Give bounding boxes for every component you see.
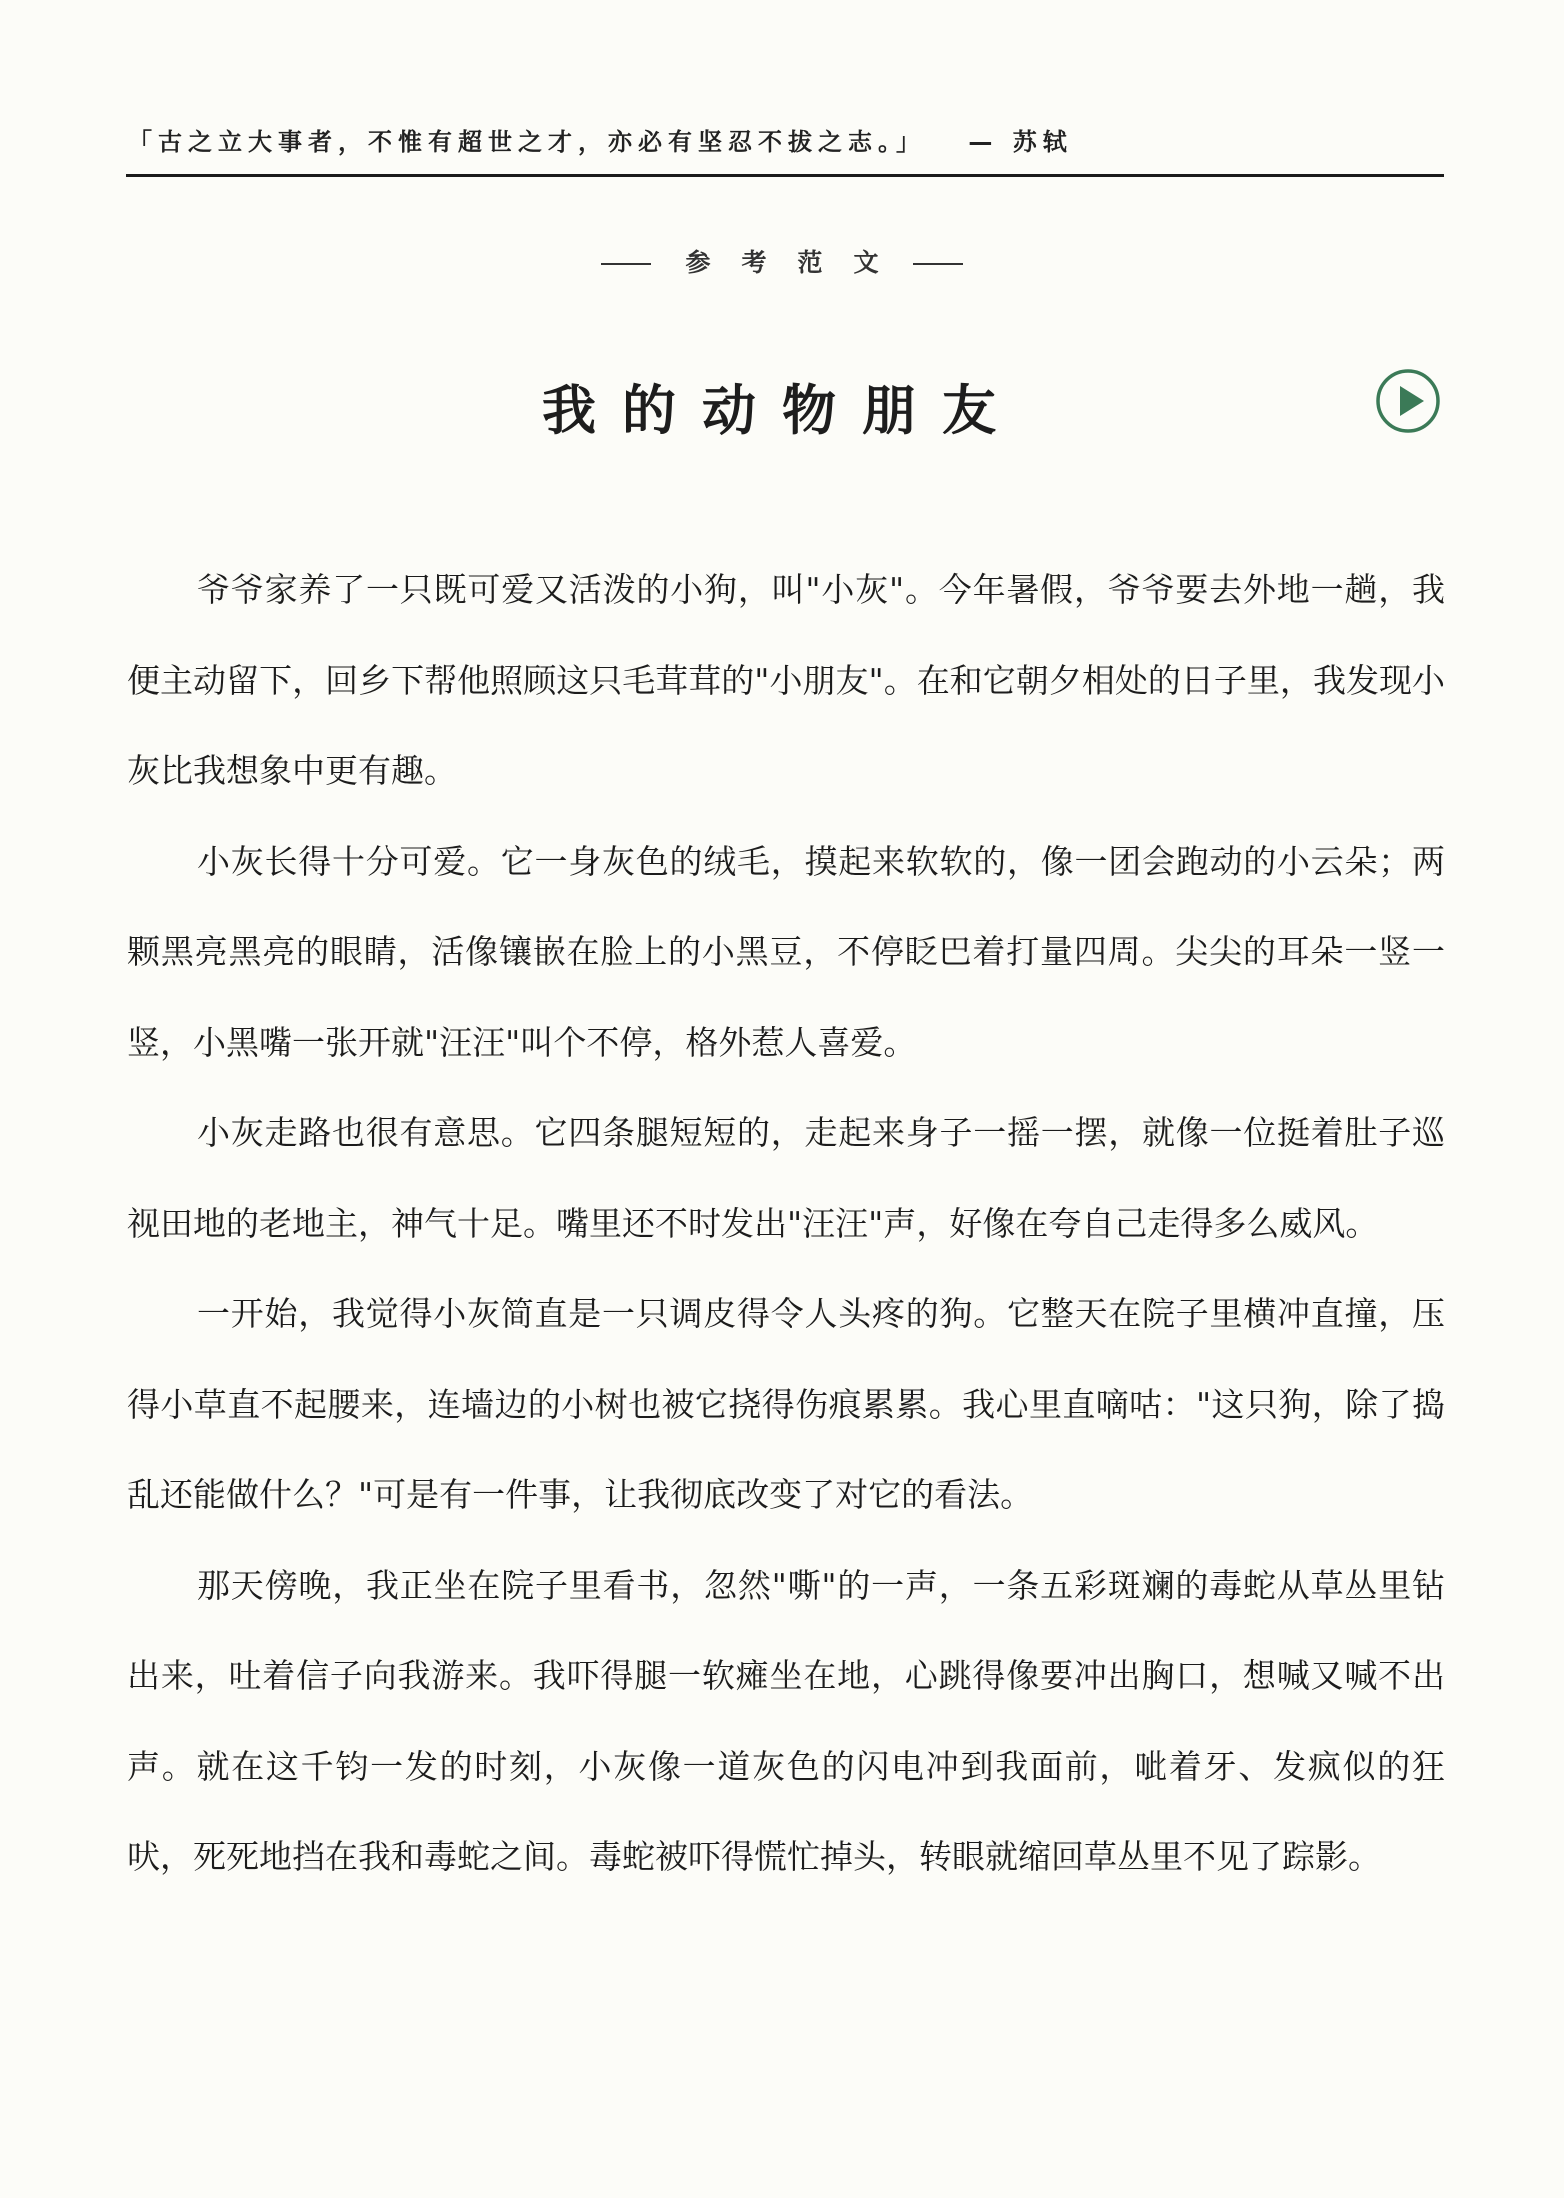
- paragraph: 小灰走路也很有意思。它四条腿短短的，走起来身子一摇一摆，就像一位挺着肚子巡视田地的老地主，神气十足。嘴里还不时发出"汪汪"声，好像在夸自己走得多么威风。: [127, 1113, 1445, 1243]
- section-label: [0, 243, 1564, 279]
- paragraph: 那天傍晚，我正坐在院子里看书，忽然"嘶"的一声，一条五彩斑斓的毒蛇从草丛里钻出来，吐着信子向我游来。我吓得腿一软瘫坐在地，心跳得像要冲出胸口，想喊又喊不出声。就在这千钧一发的时刻，小灰像一道灰色的闪电冲到我面前，呲着牙、发疯似的狂吠，死死地挡在我和毒蛇之间。毒蛇被吓得慌忙掉头，转眼就缩回草丛里不见了踪影。: [127, 1565, 1445, 1876]
- header-quote: [128, 122, 1444, 157]
- section-label-text: 参考范文: [685, 248, 910, 277]
- essay-body: [127, 545, 1445, 1903]
- paragraph: 爷爷家养了一只既可爱又活泼的小狗，叫"小灰"。今年暑假，爷爷要去外地一趟，我便主动留下，回乡下帮他照顾这只毛茸茸的"小朋友"。在和它朝夕相处的日子里，我发现小灰比我想象中更有趣。: [127, 570, 1445, 790]
- play-button[interactable]: [1375, 368, 1441, 434]
- quote-author: — 苏轼: [968, 128, 1073, 156]
- label-dash-right: [913, 263, 963, 265]
- header-divider: [126, 174, 1444, 177]
- paragraph: 一开始，我觉得小灰简直是一只调皮得令人头疼的狗。它整天在院子里横冲直撞，压得小草直不起腰来，连墙边的小树也被它挠得伤痕累累。我心里直嘀咕："这只狗，除了捣乱还能做什么？"可是有一件事，让我彻底改变了对它的看法。: [127, 1294, 1445, 1514]
- quote-text: 「古之立大事者，不惟有超世之才，亦必有坚忍不拔之志。」: [128, 128, 926, 156]
- page-title: 我的动物朋友: [542, 378, 1022, 442]
- paragraph: 小灰长得十分可爱。它一身灰色的绒毛，摸起来软软的，像一团会跑动的小云朵；两颗黑亮黑亮的眼睛，活像镶嵌在脸上的小黑豆，不停眨巴着打量四周。尖尖的耳朵一竖一竖，小黑嘴一张开就"汪汪"叫个不停，格外惹人喜爱。: [127, 841, 1445, 1062]
- label-dash-left: [601, 263, 651, 265]
- play-icon: [1375, 368, 1441, 434]
